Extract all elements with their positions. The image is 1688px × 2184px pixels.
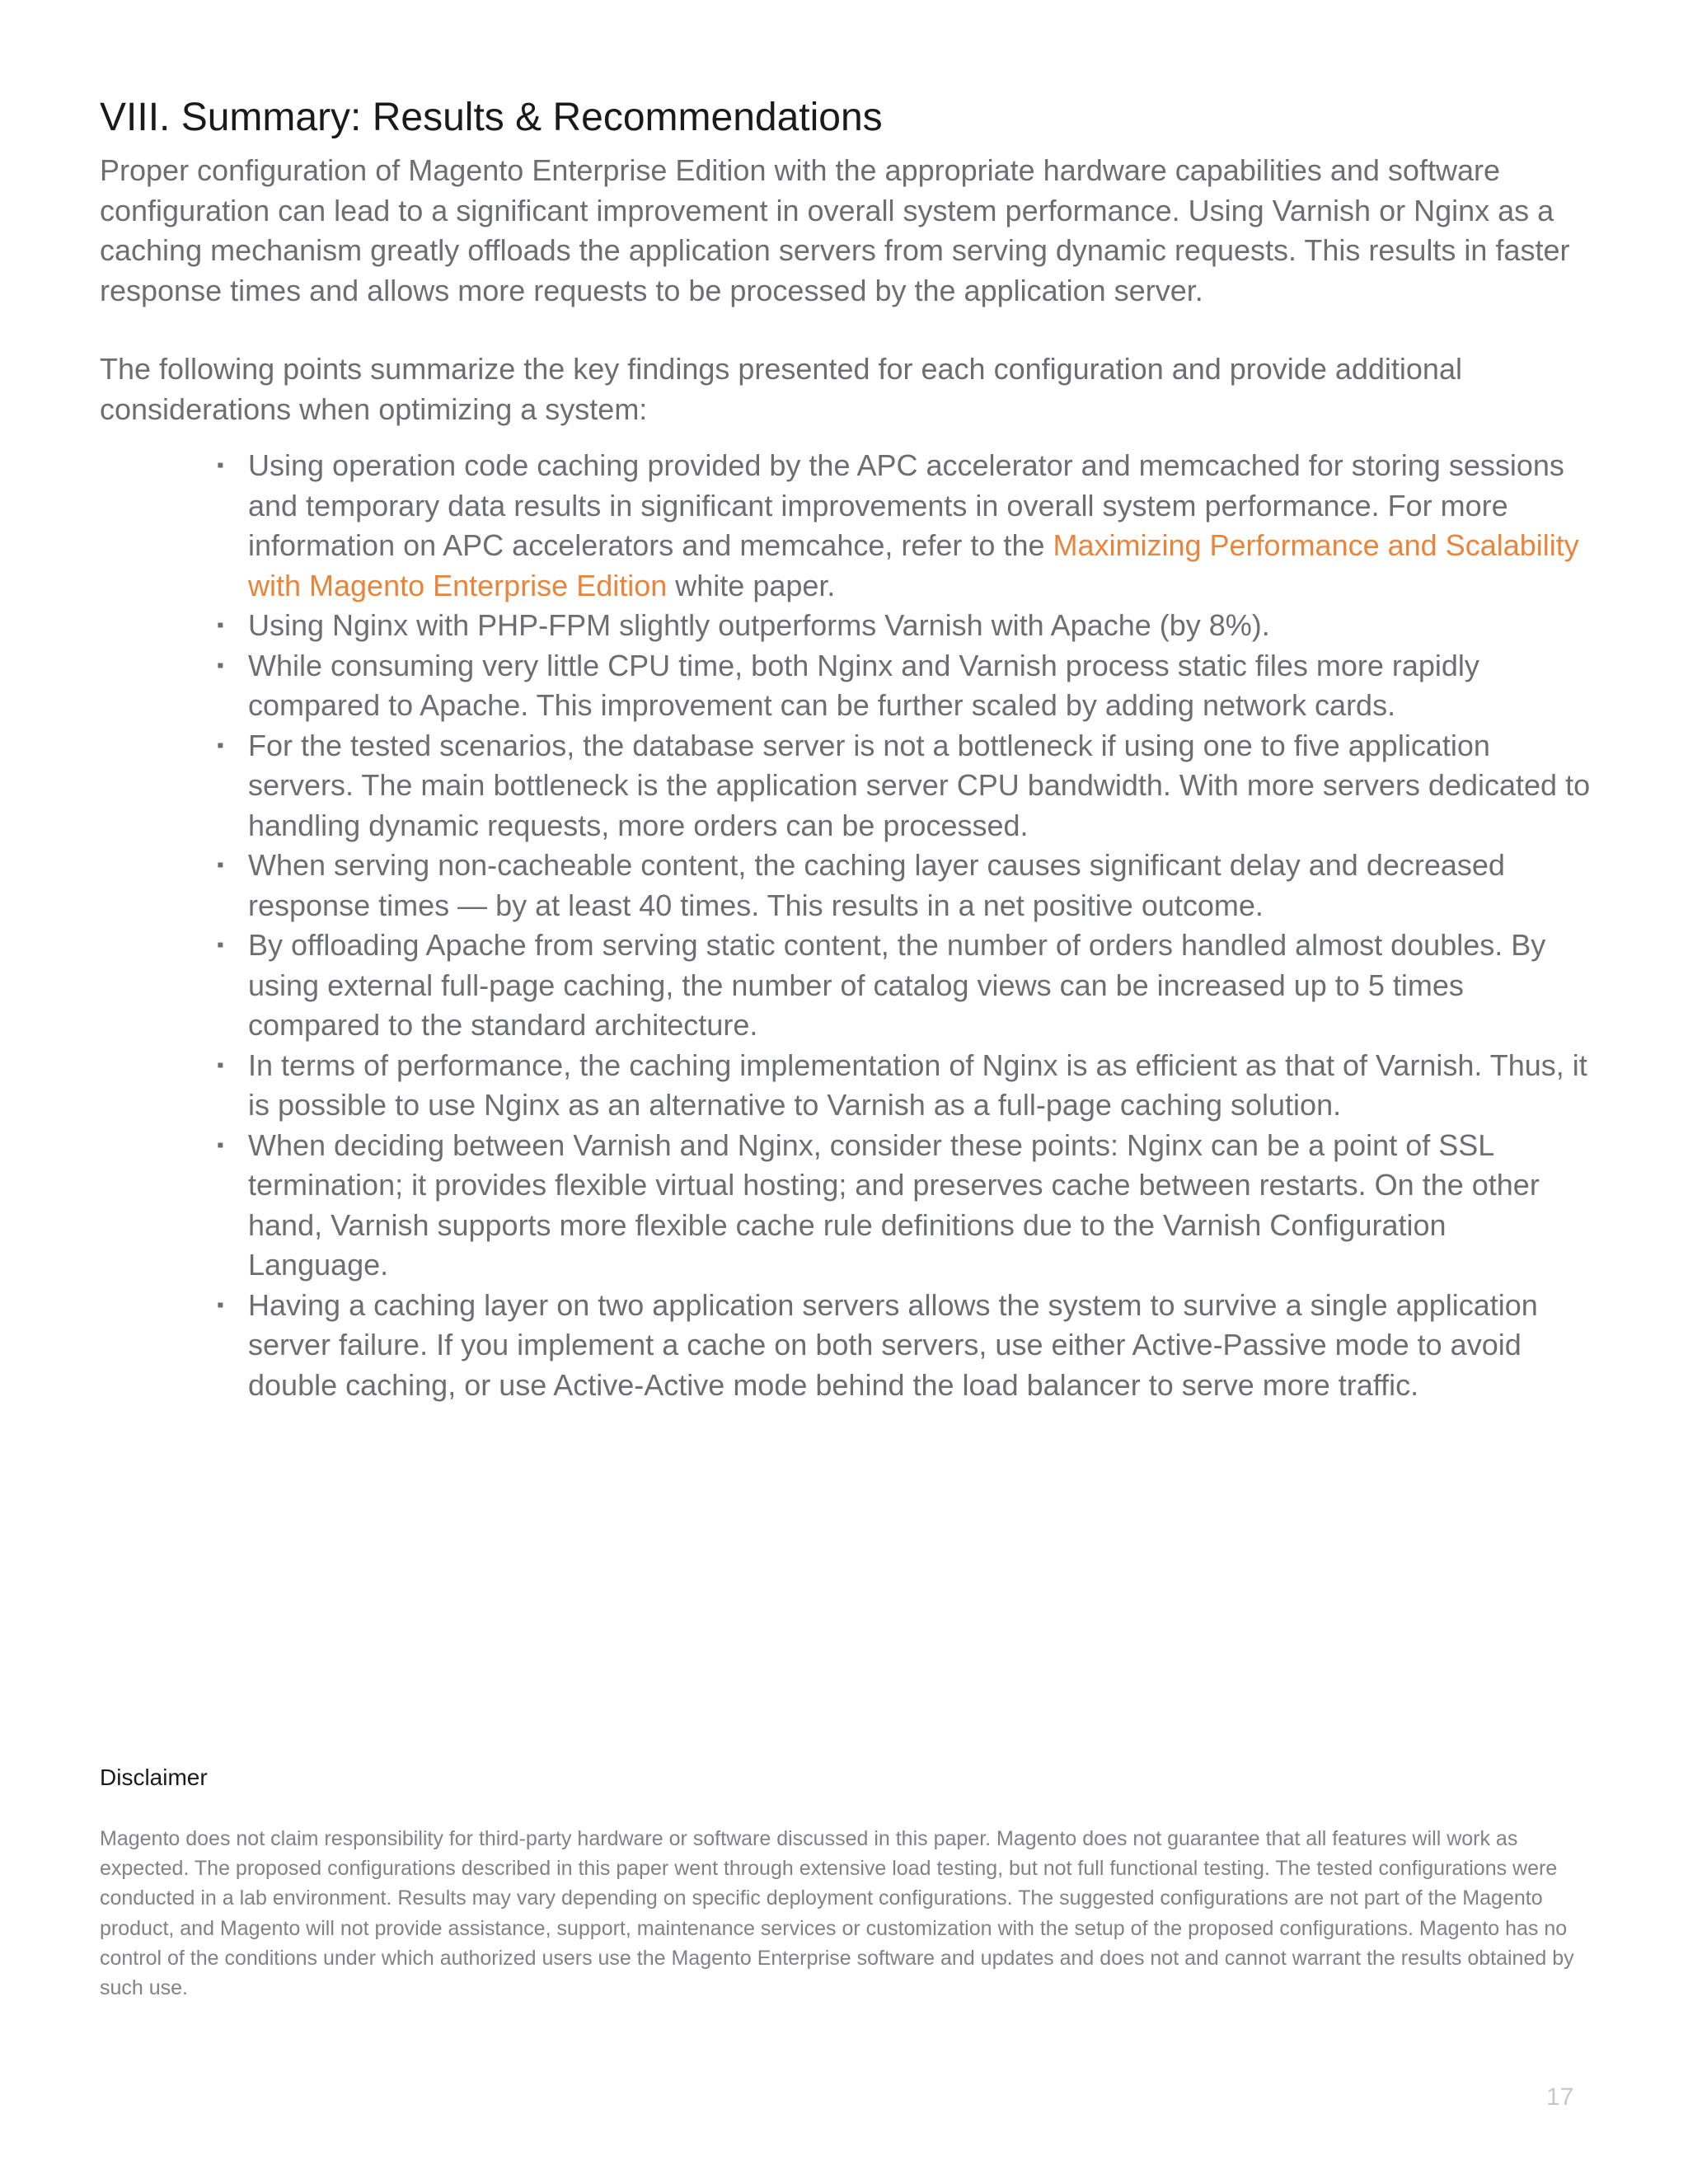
finding-text: In terms of performance, the caching implementation of Nginx is as efficient as that of Varnish. Thus, it is possible to use Nginx as an alternative to Varnish as a full-page caching solution. [248,1047,1587,1122]
findings-list [217,446,1592,1405]
page-number: 17 [1546,2083,1574,2111]
finding-text: By offloading Apache from serving static content, the number of orders handled almost doubles. By using external full-page caching, the number of catalog views can be increased up to 5 times compared to the standard architecture. [248,928,1546,1042]
bullet-icon: ▪ [217,454,224,476]
intro-paragraph: Proper configuration of Magento Enterprise Edition with the appropriate hardware capabilities and software configuration can lead to a significant improvement in overall system performance. Using Varnish or Nginx as a caching mechanism greatly offloads the application servers from serving dynamic requests. This results in faster response times and allows more requests to be processed by the application server. [100,153,1570,307]
disclaimer-body: Magento does not claim responsibility for third-party hardware or software discussed in this paper. Magento does not guarantee that all features will work as expected. The proposed configurations described in this paper went through extensive load testing, but not full functional testing. The tested configurations were conducted in a lab environment. Results may vary depending on specific deployment configurations. The suggested configurations are not part of the Magento product, and Magento will not provide assistance, support, maintenance services or customization with the setup of the proposed configurations. Magento has no control of the conditions under which authorized users use the Magento Enterprise software and updates and does not and cannot warrant the results obtained by such use. [100,1827,1574,2000]
bullet-icon: ▪ [217,733,224,757]
finding-item [217,1126,1592,1286]
finding-text: When deciding between Varnish and Nginx, consider these points: Nginx can be a point of SSL termination; it provides flexible virtual hosting; and preserves cache between restarts. On the other hand, Varnish supports more flexible cache rule definitions due to the Varnish Configuration Language. [248,1127,1540,1282]
finding-text: Using operation code caching provided by the APC accelerator and memcached for storing sessions and temporary data results in significant improvements in overall system performance. For more information on APC accelerators and memcahce, refer to the [248,448,1564,562]
disclaimer-title: Disclaimer [100,1765,208,1790]
finding-item [217,606,1592,646]
bullet-icon: ▪ [217,934,224,956]
bullet-icon: ▪ [217,854,224,876]
white-paper-link[interactable]: Maximizing Performance and Scalability with Magento Enterprise Edition [248,528,1579,602]
finding-text: While consuming very little CPU time, both Nginx and Varnish process static files more rapidly compared to Apache. This improvement can be further scaled by adding network cards. [248,648,1479,722]
finding-text: Having a caching layer on two application servers allows the system to survive a single application server failure. If you implement a cache on both servers, use either Active-Passive mode to avoid double caching, or use Active-Active mode behind the load balancer to serve more traffic. [248,1287,1538,1402]
bullet-icon: ▪ [217,1293,224,1316]
bullet-icon: ▪ [217,654,224,677]
finding-text: When serving non-cacheable content, the caching layer causes significant delay and decreased response times — by at least 40 times. This results in a net positive outcome. [248,848,1505,922]
section-heading: VIII. Summary: Results & Recommendations [100,96,883,139]
finding-item [217,1046,1592,1126]
finding-item [217,726,1592,846]
finding-text: white paper. [667,568,836,602]
finding-text: Using Nginx with PHP-FPM slightly outperforms Varnish with Apache (by 8%). [248,608,1270,642]
finding-text: For the tested scenarios, the database server is not a bottleneck if using one to five application servers. The main bottleneck is the application server CPU bandwidth. With more servers dedicated to handling dynamic requests, more orders can be processed. [248,728,1591,842]
finding-item [217,846,1592,926]
finding-item [217,1286,1592,1406]
finding-item [217,646,1592,726]
bullet-icon: ▪ [217,1053,224,1076]
bullet-icon: ▪ [217,1133,224,1156]
finding-item [217,926,1592,1046]
finding-item [217,446,1592,606]
bullet-icon: ▪ [217,614,224,636]
findings-intro-paragraph: The following points summarize the key findings presented for each configuration and provide additional considerations when optimizing a system: [100,352,1462,426]
